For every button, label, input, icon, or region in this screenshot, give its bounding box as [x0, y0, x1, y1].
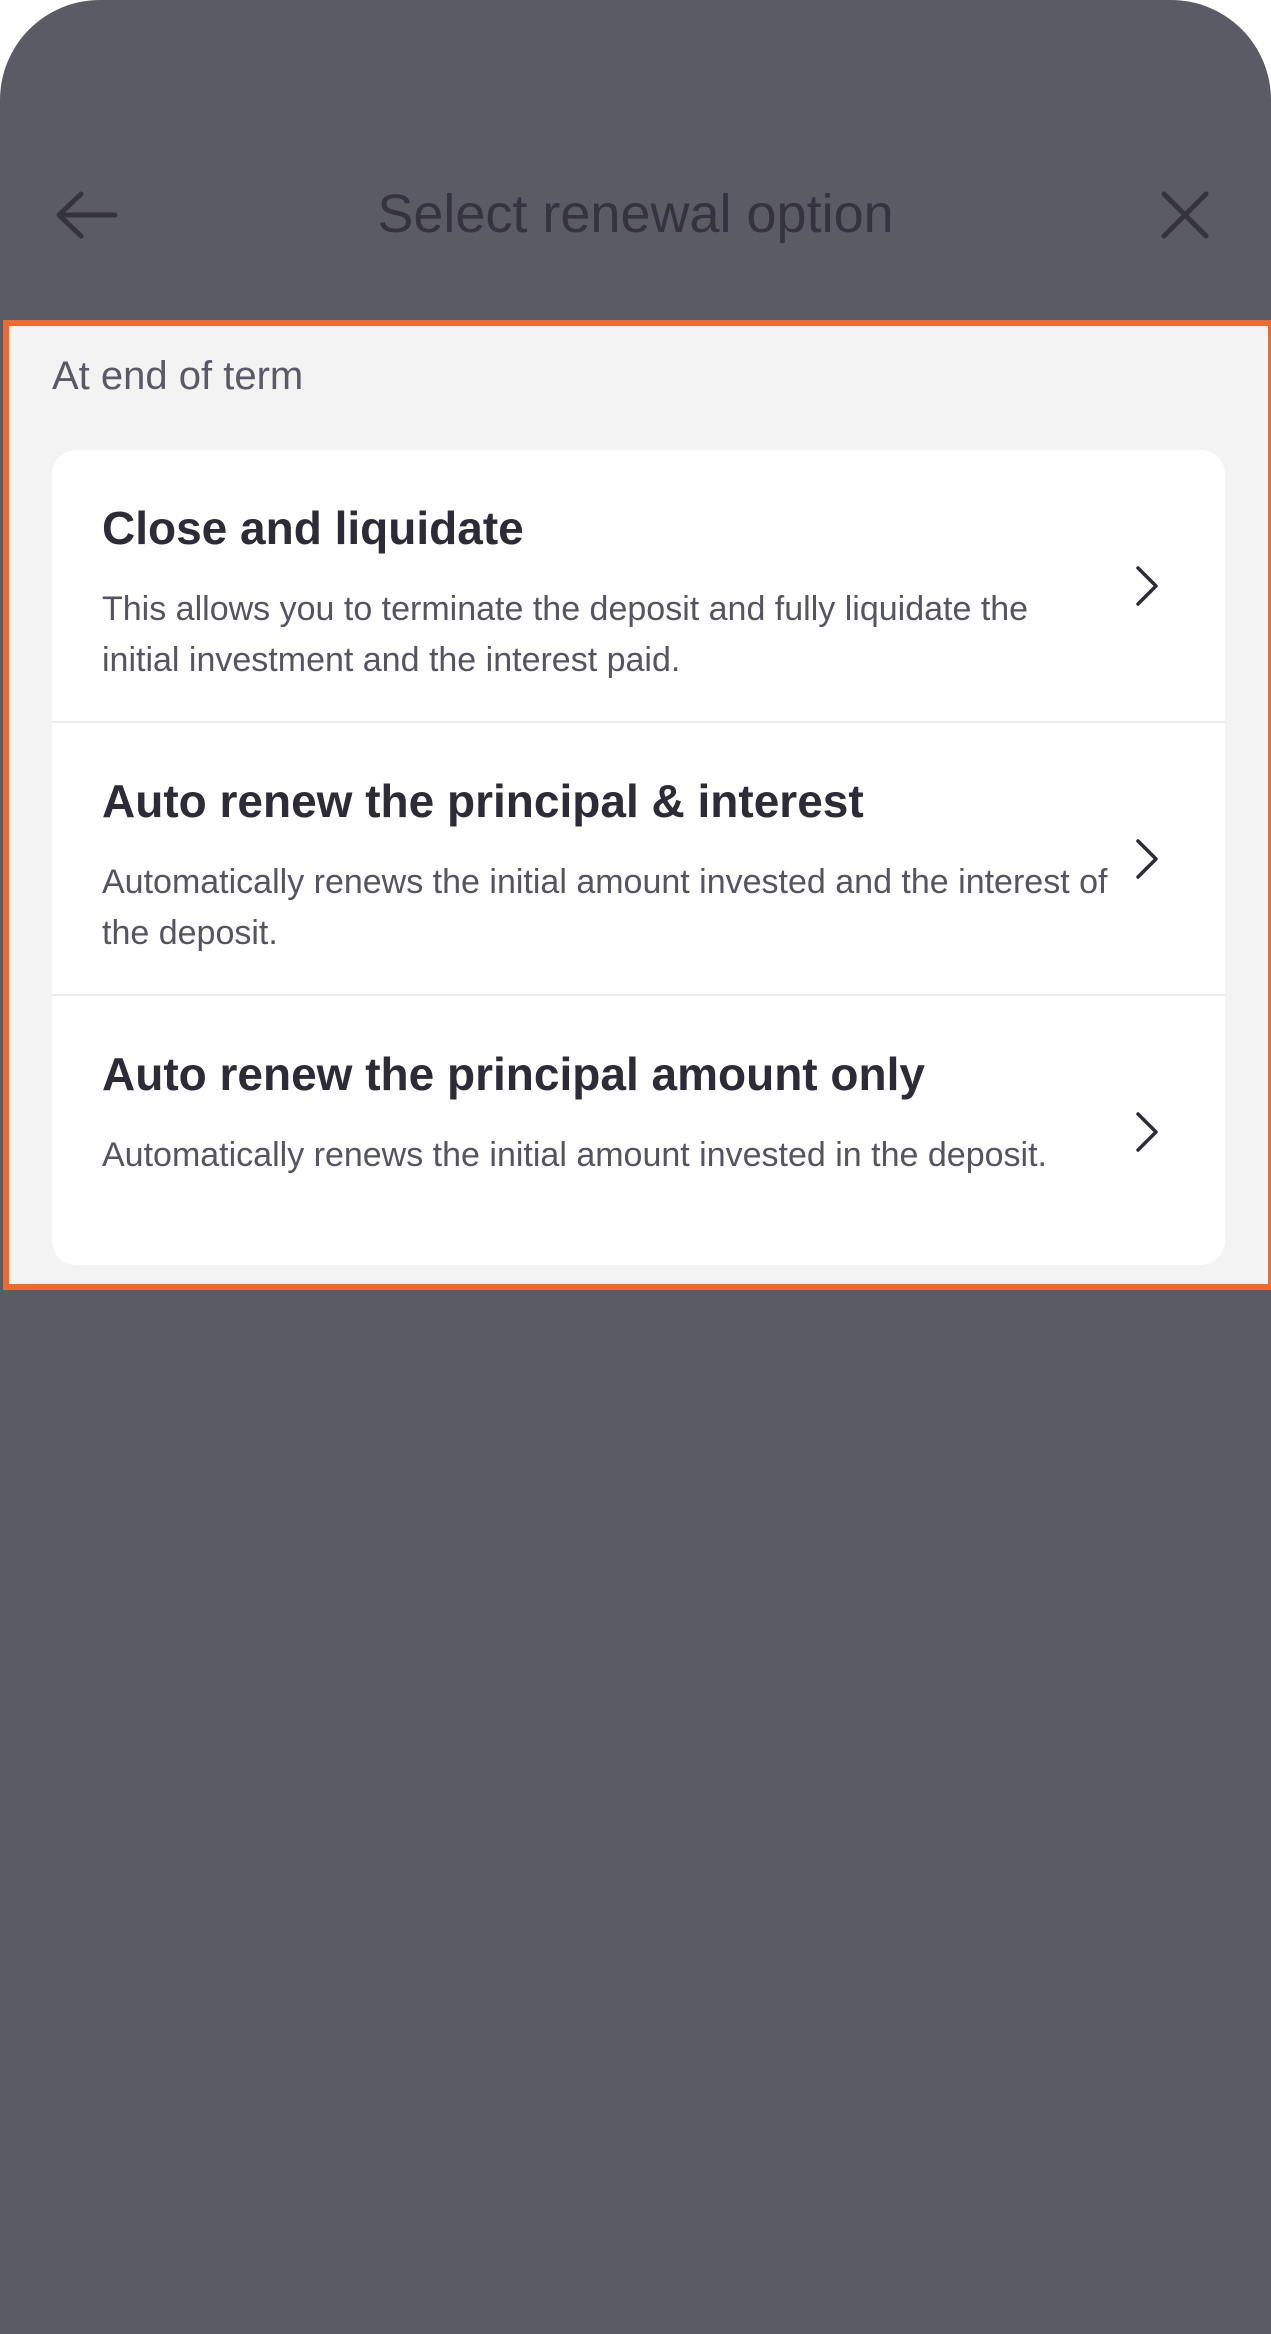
options-card — [52, 450, 1225, 1265]
option-description: Automatically renews the initial amount invested and the interest of the deposit. — [102, 863, 1108, 952]
option-auto-renew-principal-only[interactable] — [52, 996, 1225, 1265]
option-auto-renew-principal-and-interest[interactable] — [52, 723, 1225, 995]
chevron-right-icon — [1127, 1102, 1167, 1162]
page-title: Select renewal option — [377, 184, 894, 244]
close-button[interactable] — [1150, 180, 1220, 250]
option-description: This allows you to terminate the deposit and fully liquidate the initial investment and the interest paid. — [102, 590, 1029, 679]
header — [0, 0, 1271, 320]
chevron-right-icon — [1127, 829, 1167, 889]
close-icon — [1160, 190, 1210, 240]
option-title: Close and liquidate — [102, 502, 524, 554]
option-title: Auto renew the principal amount only — [102, 1048, 925, 1100]
option-description: Automatically renews the initial amount invested in the deposit. — [102, 1136, 1047, 1174]
option-title: Auto renew the principal & interest — [102, 775, 864, 827]
renewal-options-sheet — [3, 320, 1271, 1290]
option-close-and-liquidate[interactable] — [52, 450, 1225, 722]
section-label: At end of term — [52, 354, 304, 398]
chevron-right-icon — [1127, 556, 1167, 616]
